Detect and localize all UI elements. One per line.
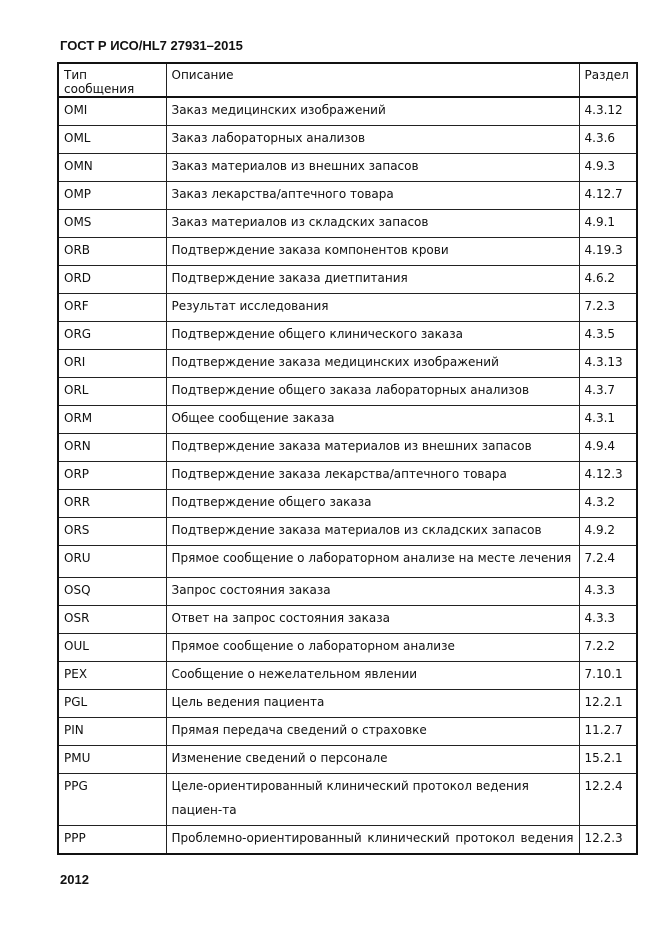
cell-section: 4.3.6 <box>579 125 637 153</box>
cell-section: 4.12.7 <box>579 181 637 209</box>
cell-section: 4.3.3 <box>579 605 637 633</box>
cell-section: 4.9.4 <box>579 433 637 461</box>
table-row <box>58 321 637 349</box>
table-row <box>58 717 637 745</box>
cell-description: Ответ на запрос состояния заказа <box>166 605 579 633</box>
cell-message-type: OSQ <box>58 577 166 605</box>
cell-section: 4.9.2 <box>579 517 637 545</box>
table-row <box>58 517 637 545</box>
cell-description: Подтверждение заказа лекарства/аптечного товара <box>166 461 579 489</box>
cell-section: 4.9.3 <box>579 153 637 181</box>
table-row <box>58 237 637 265</box>
cell-message-type: ORG <box>58 321 166 349</box>
cell-message-type: ORP <box>58 461 166 489</box>
table-row <box>58 125 637 153</box>
table-header-row <box>58 63 637 97</box>
cell-section: 12.2.4 <box>579 773 637 825</box>
cell-message-type: ORL <box>58 377 166 405</box>
cell-section: 12.2.3 <box>579 825 637 854</box>
cell-description: Результат исследования <box>166 293 579 321</box>
cell-message-type: ORB <box>58 237 166 265</box>
table-row <box>58 661 637 689</box>
table-row <box>58 209 637 237</box>
cell-description: Подтверждение общего заказа <box>166 489 579 517</box>
cell-section: 12.2.1 <box>579 689 637 717</box>
cell-section: 4.12.3 <box>579 461 637 489</box>
cell-message-type: PPP <box>58 825 166 854</box>
cell-description: Заказ лекарства/аптечного товара <box>166 181 579 209</box>
table-row <box>58 489 637 517</box>
table-row <box>58 181 637 209</box>
cell-description: Целе-ориентированный клинический протокол ведения пациен-та <box>166 773 579 825</box>
column-header-section: Раздел <box>579 63 637 97</box>
cell-description: Общее сообщение заказа <box>166 405 579 433</box>
cell-section: 4.3.5 <box>579 321 637 349</box>
cell-message-type: PEX <box>58 661 166 689</box>
cell-description: Заказ материалов из внешних запасов <box>166 153 579 181</box>
cell-message-type: OMP <box>58 181 166 209</box>
cell-description: Подтверждение заказа медицинских изображений <box>166 349 579 377</box>
cell-description: Изменение сведений о персонале <box>166 745 579 773</box>
cell-message-type: ORS <box>58 517 166 545</box>
table-row <box>58 689 637 717</box>
cell-section: 4.3.7 <box>579 377 637 405</box>
cell-description: Цель ведения пациента <box>166 689 579 717</box>
table-row <box>58 433 637 461</box>
cell-section: 4.3.1 <box>579 405 637 433</box>
table-row <box>58 405 637 433</box>
cell-description: Сообщение о нежелательном явлении <box>166 661 579 689</box>
cell-message-type: PMU <box>58 745 166 773</box>
cell-message-type: OMN <box>58 153 166 181</box>
cell-message-type: ORD <box>58 265 166 293</box>
cell-message-type: OMI <box>58 97 166 125</box>
cell-section: 4.3.12 <box>579 97 637 125</box>
cell-section: 7.2.3 <box>579 293 637 321</box>
cell-message-type: ORR <box>58 489 166 517</box>
table-row <box>58 349 637 377</box>
cell-message-type: ORN <box>58 433 166 461</box>
cell-section: 15.2.1 <box>579 745 637 773</box>
cell-description: Подтверждение заказа диетпитания <box>166 265 579 293</box>
table-row <box>58 545 637 577</box>
column-header-description: Описание <box>166 63 579 97</box>
table-row <box>58 825 637 854</box>
table-row <box>58 153 637 181</box>
cell-section: 4.6.2 <box>579 265 637 293</box>
table-row <box>58 461 637 489</box>
cell-section: 7.10.1 <box>579 661 637 689</box>
cell-message-type: ORI <box>58 349 166 377</box>
cell-message-type: ORF <box>58 293 166 321</box>
cell-message-type: OUL <box>58 633 166 661</box>
cell-description: Подтверждение заказа компонентов крови <box>166 237 579 265</box>
cell-description: Проблемно-ориентированный клинический протокол ведения <box>166 825 579 854</box>
cell-message-type: PPG <box>58 773 166 825</box>
cell-section: 4.3.3 <box>579 577 637 605</box>
cell-section: 7.2.4 <box>579 545 637 577</box>
cell-section: 4.3.13 <box>579 349 637 377</box>
cell-section: 7.2.2 <box>579 633 637 661</box>
table-row <box>58 633 637 661</box>
cell-description: Запрос состояния заказа <box>166 577 579 605</box>
cell-message-type: OMS <box>58 209 166 237</box>
cell-description: Подтверждение заказа материалов из внешних запасов <box>166 433 579 461</box>
cell-description: Прямое сообщение о лабораторном анализе на месте лечения <box>166 545 579 577</box>
table-row <box>58 745 637 773</box>
cell-section: 4.19.3 <box>579 237 637 265</box>
cell-message-type: PGL <box>58 689 166 717</box>
cell-description: Заказ лабораторных анализов <box>166 125 579 153</box>
cell-message-type: OML <box>58 125 166 153</box>
table-row <box>58 377 637 405</box>
column-header-message-type: Тип сообщения <box>58 63 166 97</box>
cell-message-type: ORM <box>58 405 166 433</box>
table-row <box>58 265 637 293</box>
cell-description: Подтверждение общего клинического заказа <box>166 321 579 349</box>
cell-description: Подтверждение общего заказа лабораторных анализов <box>166 377 579 405</box>
table-row <box>58 577 637 605</box>
page-number: 2012 <box>60 872 89 887</box>
table-row <box>58 97 637 125</box>
cell-section: 4.3.2 <box>579 489 637 517</box>
cell-message-type: PIN <box>58 717 166 745</box>
cell-description: Прямая передача сведений о страховке <box>166 717 579 745</box>
cell-section: 11.2.7 <box>579 717 637 745</box>
cell-message-type: OSR <box>58 605 166 633</box>
message-types-table <box>57 62 638 855</box>
cell-description: Подтверждение заказа материалов из складских запасов <box>166 517 579 545</box>
cell-description: Заказ материалов из складских запасов <box>166 209 579 237</box>
table-row <box>58 605 637 633</box>
table-row <box>58 773 637 825</box>
cell-section: 4.9.1 <box>579 209 637 237</box>
cell-description: Прямое сообщение о лабораторном анализе <box>166 633 579 661</box>
cell-description: Заказ медицинских изображений <box>166 97 579 125</box>
table-row <box>58 293 637 321</box>
document-header: ГОСТ Р ИСО/HL7 27931–2015 <box>60 38 243 53</box>
cell-message-type: ORU <box>58 545 166 577</box>
